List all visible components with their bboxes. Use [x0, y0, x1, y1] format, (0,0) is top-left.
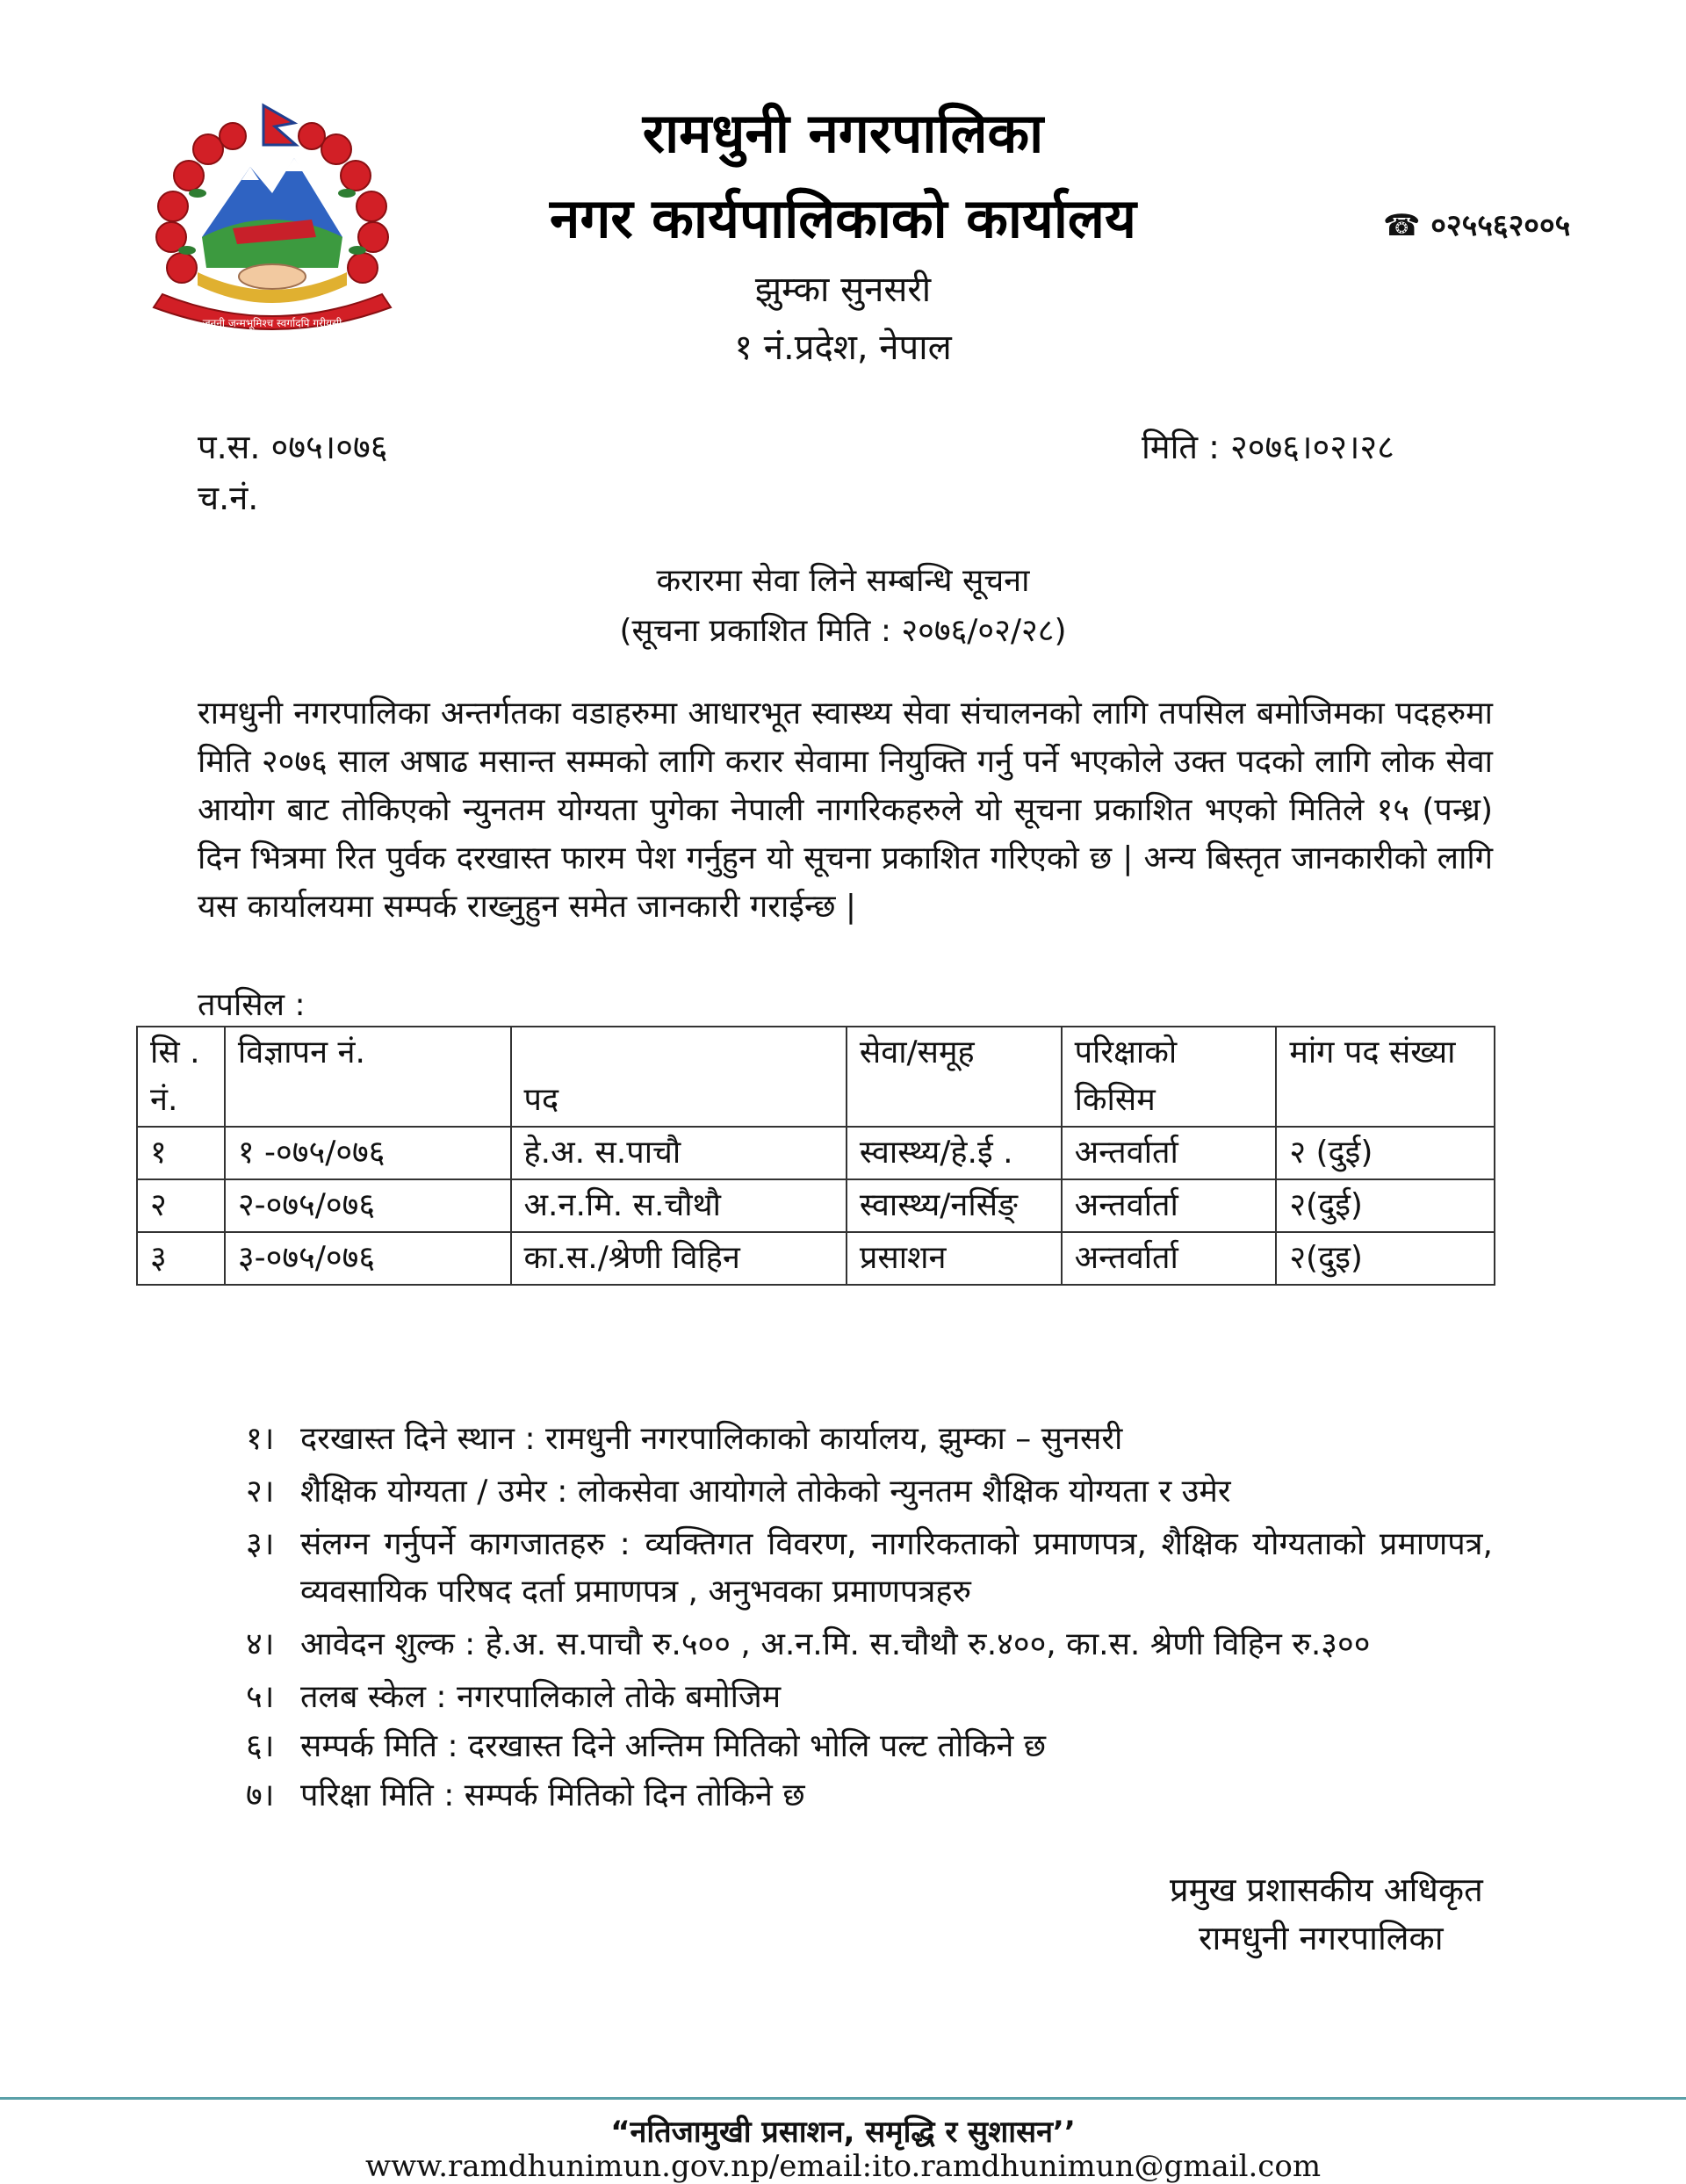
item-text: आवेदन शुल्क : हे.अ. स.पाचौ रु.५०० , अ.न.मि. स.चौथौ रु.४००, का.स. श्रेणी विहिन रु.३०० [300, 1626, 1371, 1662]
list-item [246, 1521, 1493, 1616]
notice-title: करारमा सेवा लिने सम्बन्धि सूचना [656, 563, 1030, 599]
header-exam-type: परिक्षाको किसिम [1062, 1027, 1277, 1127]
list-item [246, 1416, 1493, 1463]
cell-ad-number: ३-०७५/०७६ [225, 1232, 511, 1285]
item-number: ३। [246, 1526, 275, 1562]
item-number: ५। [246, 1679, 275, 1715]
list-item [246, 1674, 1493, 1721]
address-town: झुम्का सुनसरी [754, 270, 932, 310]
header-post: पद [511, 1027, 847, 1127]
cell-service-group: स्वास्थ्य/नर्सिङ् [847, 1179, 1062, 1232]
cell-serial: १ [137, 1127, 225, 1179]
office-name: रामधुनी नगरपालिका [642, 101, 1044, 165]
item-text: तलब स्केल : नगरपालिकाले तोके बमोजिम [300, 1679, 782, 1715]
footer-slogan: “नतिजामुखी प्रसाशन, समृद्धि र सुशासन’’ [610, 2115, 1076, 2150]
office-subtitle: नगर कार्यपालिकाको कार्यालय [550, 186, 1136, 250]
notice-body: रामधुनी नगरपालिका अन्तर्गतका वडाहरुमा आधारभूत स्वास्थ्य सेवा संचालनको लागि तपसिल बमोजिमका पदहरुमा मिति २०७६ साल अषाढ मसान्त सम्मको लागि करार सेवामा नियुक्ति गर्नु पर्ने भएकोले उक्त पदको लागि लोक सेवा आयोग बाट तोकिएको न्युनतम योग्यता पुगेका नेपाली नागरिकहरुले यो सूचना प्रकाशित भएको मितिले १५ (पन्ध्र) दिन भित्रमा रित पुर्वक दरखास्त फारम पेश गर्नुहुन यो सूचना प्रकाशित गरिएको छ | अन्य बिस्तृत जानकारीको लागि यस कार्यालयमा सम्पर्क राख्नुहुन समेत जानकारी गराईन्छ | [198, 696, 1493, 925]
item-number: ६। [246, 1728, 275, 1764]
cell-exam-type: अन्तर्वार्ता [1062, 1127, 1277, 1179]
cell-exam-type: अन्तर्वार्ता [1062, 1179, 1277, 1232]
header-service-group: सेवा/समूह [847, 1027, 1062, 1127]
header-ad-number: विज्ञापन नं. [225, 1027, 511, 1127]
notice-published-date: (सूचना प्रकाशित मिति : २०७६/०२/२८) [619, 613, 1067, 649]
table-row [137, 1232, 1495, 1285]
item-number: १। [246, 1421, 275, 1457]
cell-exam-type: अन्तर्वार्ता [1062, 1232, 1277, 1285]
list-item [246, 1723, 1493, 1770]
vacancy-table [136, 1026, 1495, 1286]
cell-post-count: २(दुइ) [1276, 1232, 1495, 1285]
emblem-motto: जननी जन्मभूमिश्च स्वर्गादपि गरीयसी [202, 317, 342, 329]
item-text: दरखास्त दिने स्थान : रामधुनी नगरपालिकाको कार्यालय, झुम्का – सुनसरी [300, 1421, 1123, 1457]
header-serial: सि . नं. [137, 1027, 225, 1127]
footer-divider [0, 2097, 1686, 2100]
phone-value: ०२५५६२००५ [1430, 208, 1571, 243]
item-text: शैक्षिक योग्यता / उमेर : लोकसेवा आयोगले तोकेको न्युनतम शैक्षिक योग्यता र उमेर [300, 1474, 1231, 1510]
cell-post-count: २ (दुई) [1276, 1127, 1495, 1179]
cell-ad-number: २-०७५/०७६ [225, 1179, 511, 1232]
item-number: ७। [246, 1777, 275, 1813]
item-text: सम्पर्क मिति : दरखास्त दिने अन्तिम मितिको भोलि पल्ट तोकिने छ [300, 1728, 1047, 1764]
fiscal-year-ref: प.स. ०७५।०७६ [198, 428, 388, 466]
cell-post: हे.अ. स.पाचौ [511, 1127, 847, 1179]
phone-icon: ☎ [1383, 208, 1421, 243]
cell-service-group: स्वास्थ्य/हे.ई . [847, 1127, 1062, 1179]
signatory-office: रामधुनी नगरपालिका [1199, 1919, 1444, 1957]
list-item [246, 1468, 1493, 1516]
cell-service-group: प्रसाशन [847, 1232, 1062, 1285]
schedule-label: तपसिल : [198, 987, 306, 1023]
address-province: १ नं.प्रदेश, नेपाल [734, 328, 952, 368]
item-text: परिक्षा मिति : सम्पर्क मितिको दिन तोकिने छ [300, 1777, 805, 1813]
item-number: २। [246, 1474, 275, 1510]
item-number: ४। [246, 1626, 275, 1662]
conditions-list [246, 1416, 1493, 1820]
list-item [246, 1621, 1493, 1669]
cell-serial: ३ [137, 1232, 225, 1285]
footer-web-email: www.ramdhunimun.gov.np/email:ito.ramdhunimun@gmail.com [364, 2149, 1322, 2184]
header-post-count: मांग पद संख्या [1276, 1027, 1495, 1127]
table-header-row [137, 1027, 1495, 1127]
cell-ad-number: १ -०७५/०७६ [225, 1127, 511, 1179]
table-row [137, 1127, 1495, 1179]
letter-date: मिति : २०७६।०२।२८ [1142, 428, 1394, 466]
cell-post-count: २(दुई) [1276, 1179, 1495, 1232]
list-item [246, 1772, 1493, 1820]
phone-number [1383, 204, 1570, 244]
cell-post: अ.न.मि. स.चौथौ [511, 1179, 847, 1232]
signatory-designation: प्रमुख प्रशासकीय अधिकृत [1170, 1870, 1483, 1909]
cell-serial: २ [137, 1179, 225, 1232]
table-row [137, 1179, 1495, 1232]
dispatch-number: च.नं. [198, 479, 259, 517]
item-text: संलग्न गर्नुपर्ने कागजातहरु : व्यक्तिगत विवरण, नागरिकताको प्रमाणपत्र, शैक्षिक योग्यताको प्रमाणपत्र, व्यवसायिक परिषद दर्ता प्रमाणपत्र , अनुभवका प्रमाणपत्रहरु [300, 1526, 1493, 1610]
cell-post: का.स./श्रेणी विहिन [511, 1232, 847, 1285]
